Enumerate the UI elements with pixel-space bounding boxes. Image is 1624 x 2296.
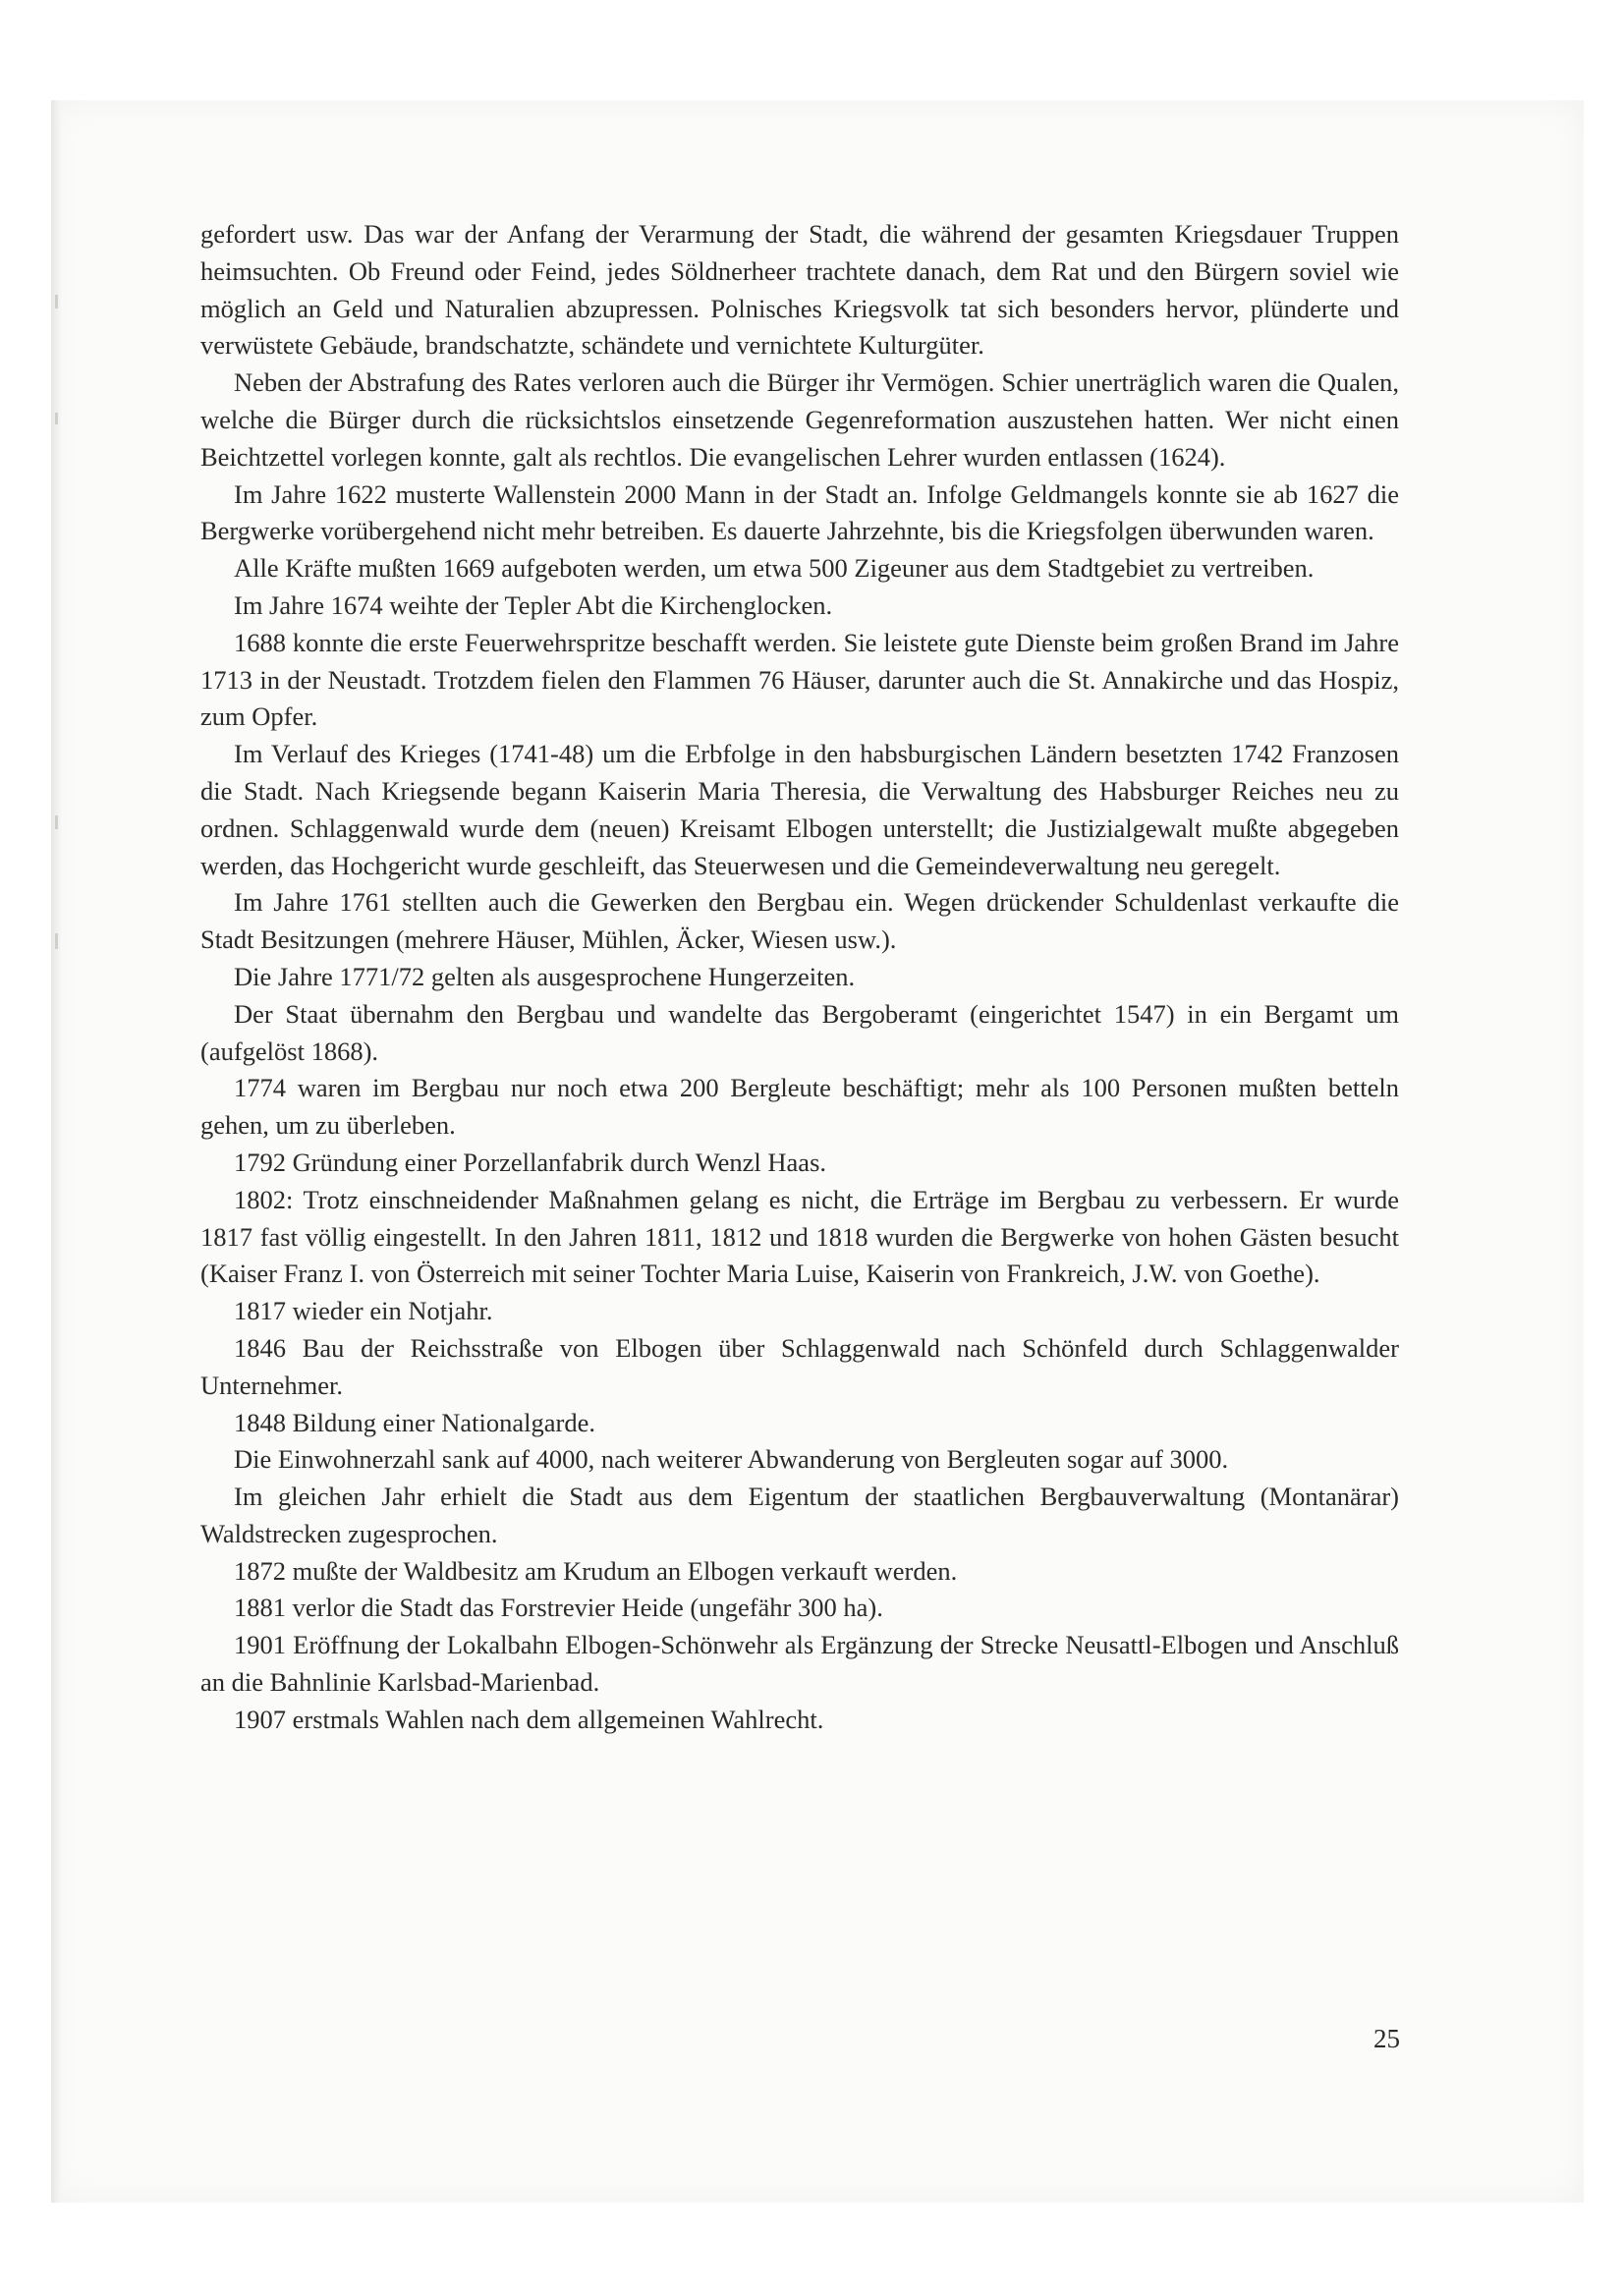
paragraph: Die Einwohnerzahl sank auf 4000, nach weiterer Abwanderung von Bergleuten sogar auf 3000. <box>234 1444 1229 1475</box>
paragraph: 1792 Gründung einer Porzellanfabrik durch Wenzl Haas. <box>234 1147 827 1177</box>
paragraph: Die Jahre 1771/72 gelten als ausgesprochene Hungerzeiten. <box>234 961 856 991</box>
paragraph: Im Jahre 1761 stellten auch die Gewerken den Bergbau ein. Wegen drückender Schuldenlast verkaufte die Stadt Besitzungen (mehrere Häuser, Mühlen, Äcker, Wiesen usw.). <box>200 887 1399 955</box>
paragraph: Alle Kräfte mußten 1669 aufgeboten werden, um etwa 500 Zigeuner aus dem Stadtgebiet zu vertreiben. <box>234 553 1315 584</box>
body-text <box>200 216 1399 1739</box>
paragraph: Der Staat übernahm den Bergbau und wandelte das Bergoberamt (eingerichtet 1547) in ein Bergamt um (aufgelöst 1868). <box>200 998 1399 1066</box>
paragraph: 1872 mußte der Waldbesitz am Krudum an Elbogen verkauft werden. <box>234 1555 958 1586</box>
margin-speck <box>55 413 58 424</box>
margin-speck <box>55 815 58 829</box>
paragraph: 1817 wieder ein Notjahr. <box>234 1296 493 1326</box>
paragraph: 1802: Trotz einschneidender Maßnahmen gelang es nicht, die Erträge im Bergbau zu verbessern. Er wurde 1817 fast völlig eingestellt. In den Jahren 1811, 1812 und 1818 wurden die Bergwerke von hohen Gästen besucht (Kaiser Franz I. von Österreich mit seiner Tochter Maria Luise, Kaiserin von Frankreich, J.W. von Goethe). <box>200 1184 1399 1289</box>
paragraph: Im Jahre 1674 weihte der Tepler Abt die Kirchenglocken. <box>234 589 833 620</box>
page-number: 25 <box>1373 2024 1400 2053</box>
paragraph: 1848 Bildung einer Nationalgarde. <box>234 1407 595 1437</box>
margin-speck <box>55 295 58 308</box>
paragraph: 1881 verlor die Stadt das Forstrevier Heide (ungefähr 300 ha). <box>234 1593 883 1623</box>
paragraph: 1688 konnte die erste Feuerwehrspritze beschafft werden. Sie leistete gute Dienste beim großen Brand im Jahre 1713 in der Neustadt. Trotzdem fielen den Flammen 76 Häuser, darunter auch die St. Annakirche und das Hospiz, zum Opfer. <box>200 627 1399 732</box>
margin-speck <box>55 933 58 949</box>
paragraph: 1774 waren im Bergbau nur noch etwa 200 Bergleute beschäftigt; mehr als 100 Personen mußten betteln gehen, um zu überleben. <box>200 1073 1399 1141</box>
paragraph: Neben der Abstrafung des Rates verloren auch die Bürger ihr Vermögen. Schier unerträglich waren die Qualen, welche die Bürger durch die rücksichtslos einsetzende Gegenreformation auszustehen hatten. Wer nicht einen Beichtzettel vorlegen konnte, galt als rechtlos. Die evangelischen Lehrer wurden entlassen (1624). <box>200 367 1399 472</box>
paragraph: 1901 Eröffnung der Lokalbahn Elbogen-Schönwehr als Ergänzung der Strecke Neusattl-Elbogen und Anschluß an die Bahnlinie Karlsbad-Marienbad. <box>200 1630 1399 1698</box>
paragraph: 1846 Bau der Reichsstraße von Elbogen über Schlaggenwald nach Schönfeld durch Schlaggenwalder Unternehmer. <box>200 1332 1399 1400</box>
paragraph: 1907 erstmals Wahlen nach dem allgemeinen Wahlrecht. <box>234 1704 824 1734</box>
paragraph: Im Verlauf des Krieges (1741-48) um die Erbfolge in den habsburgischen Ländern besetzten 1742 Franzosen die Stadt. Nach Kriegsende begann Kaiserin Maria Theresia, die Verwaltung des Habsburger Reiches neu zu ordnen. Schlaggenwald wurde dem (neuen) Kreisamt Elbogen unterstellt; die Justizialgewalt mußte abgegeben werden, das Hochgericht wurde geschleift, das Steuerwesen und die Gemeindeverwaltung neu geregelt. <box>200 739 1399 880</box>
paragraph: Im Jahre 1622 musterte Wallenstein 2000 Mann in der Stadt an. Infolge Geldmangels konnte sie ab 1627 die Bergwerke vorübergehend nicht mehr betreiben. Es dauerte Jahrzehnte, bis die Kriegsfolgen überwunden waren. <box>200 478 1399 546</box>
paragraph: gefordert usw. Das war der Anfang der Verarmung der Stadt, die während der gesamten Kriegsdauer Truppen heimsuchten. Ob Freund oder Feind, jedes Söldnerheer trachtete danach, dem Rat und den Bürgern soviel wie möglich an Geld und Naturalien abzupressen. Polnisches Kriegsvolk tat sich besonders hervor, plünderte und verwüstete Gebäude, brandschatzte, schändete und vernichtete Kulturgüter. <box>200 219 1399 361</box>
paragraph: Im gleichen Jahr erhielt die Stadt aus dem Eigentum der staatlichen Bergbauverwaltung (Montanärar) Waldstrecken zugesprochen. <box>200 1482 1399 1548</box>
